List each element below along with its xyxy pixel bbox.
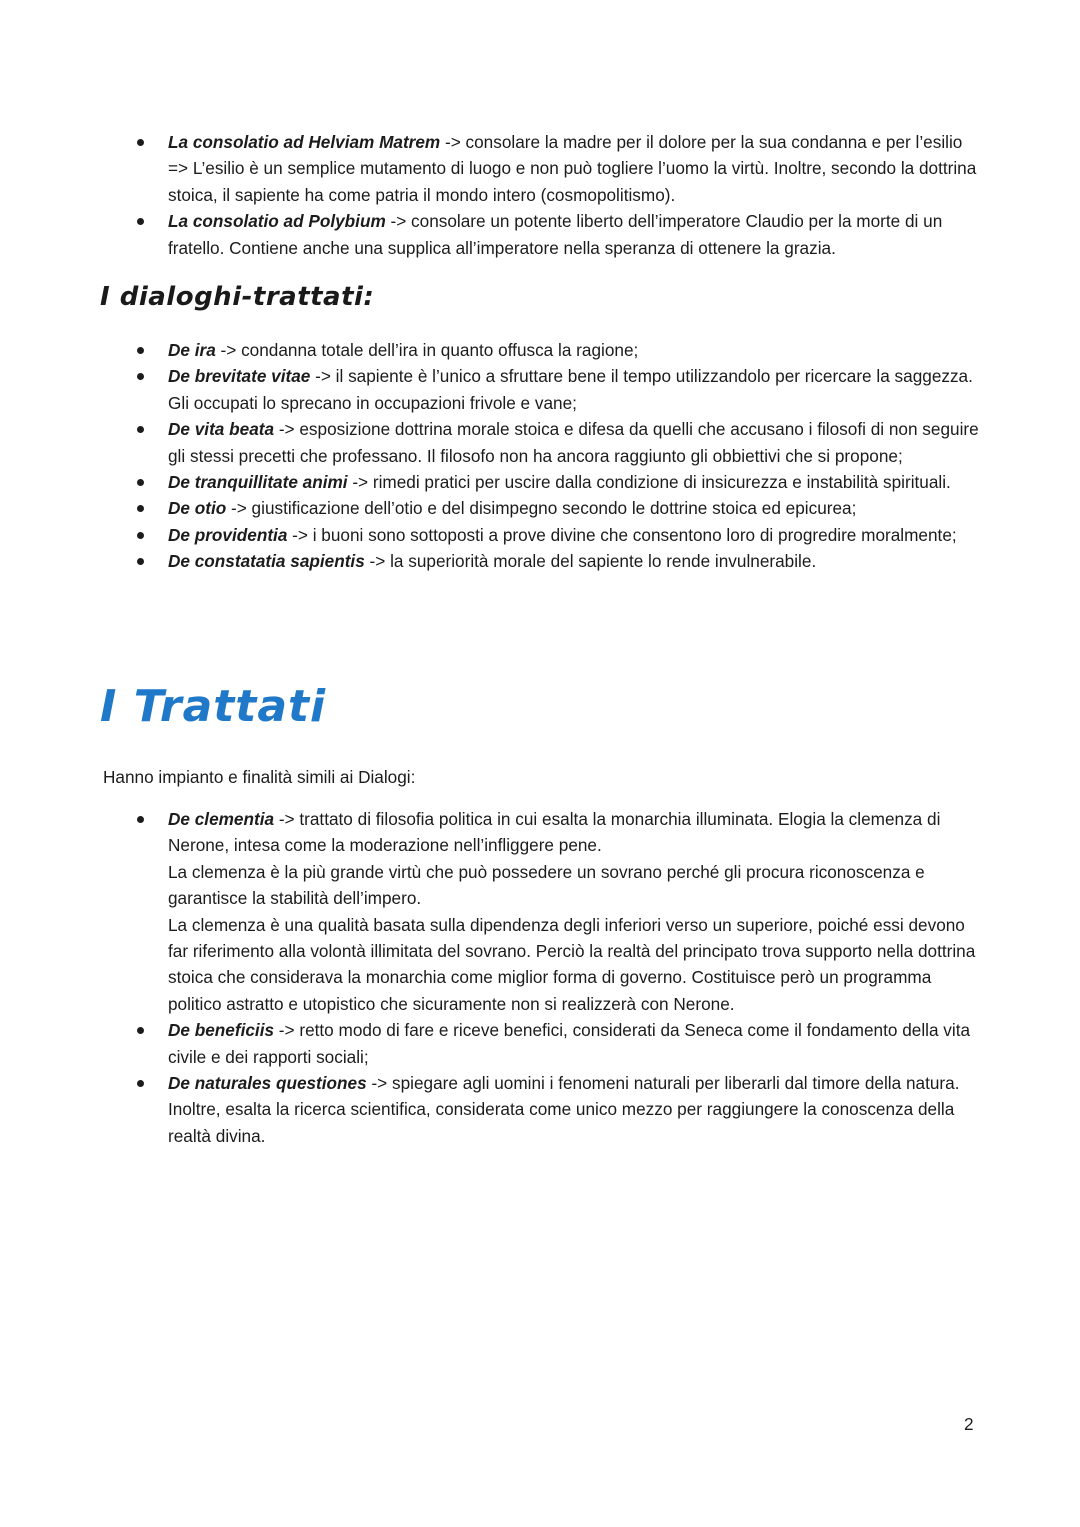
dialoghi-list: [0, 337, 1080, 575]
list-item: [0, 363, 1080, 416]
work-description: -> consolare un potente liberto dell’imperatore Claudio per la morte di un fratello. Contiene anche una supplica all’imperatore nella speranza di ottenere la grazia.: [168, 211, 943, 258]
work-title: De ira: [168, 340, 216, 360]
list-item: [0, 495, 1080, 521]
work-description: -> i buoni sono sottoposti a prove divine che consentono loro di progredire moralmente;: [287, 524, 957, 545]
list-item: [0, 337, 1080, 363]
list-item: [0, 1070, 1080, 1149]
list-item: [0, 208, 1080, 261]
bullet-icon: [137, 139, 144, 146]
bullet-icon: [137, 218, 144, 225]
trattati-intro: Hanno impianto e finalità simili ai Dialogi:: [103, 767, 416, 787]
work-description: -> condanna totale dell’ira in quanto offusca la ragione;: [215, 340, 639, 360]
bullet-icon: [137, 347, 144, 354]
work-description: -> giustificazione dell’otio e del disimpegno secondo le dottrine stoica ed epicurea;: [226, 498, 857, 519]
paragraph: La clemenza è la più grande virtù che può possedere un sovrano perché gli procura riconoscenza e garantisce la stabilità dell’impero.: [168, 861, 925, 909]
trattati-list: [0, 806, 1080, 1149]
page-number: 2: [964, 1414, 974, 1434]
list-item: [0, 129, 1080, 208]
work-title: De vita beata: [168, 419, 275, 440]
paragraph: La clemenza è una qualità basata sulla dipendenza degli inferiori verso un superiore, poiché essi devono far riferimento alla volontà illimitata del sovrano. Perciò la realtà del principato trova supporto nella dottrina stoica che considerava la monarchia come miglior forma di governo. Costituisce però un programma politico astratto e utopistico che sicuramente non si realizzerà con Nerone.: [168, 914, 976, 1014]
bullet-icon: [137, 426, 144, 433]
work-title: De tranquillitate animi: [168, 472, 348, 493]
bullet-icon: [137, 373, 144, 380]
work-title: De beneficiis: [168, 1020, 275, 1041]
list-item: [0, 548, 1080, 574]
list-item: [0, 416, 1080, 469]
work-title: De constatatia sapientis: [168, 551, 365, 572]
work-description: -> il sapiente è l’unico a sfruttare bene il tempo utilizzandolo per ricercare la saggezza. Gli occupati lo sprecano in occupazioni frivole e vane;: [168, 366, 973, 413]
list-item: [0, 806, 1080, 1017]
work-description: -> la superiorità morale del sapiente lo rende invulnerabile.: [364, 551, 817, 572]
work-title: De providentia: [168, 524, 288, 545]
work-title: De clementia: [168, 809, 275, 829]
section-heading-dialoghi: I dialoghi-trattati:: [100, 282, 375, 312]
bullet-icon: [137, 1027, 144, 1034]
work-title: De otio: [168, 498, 227, 519]
bullet-icon: [137, 479, 144, 486]
bullet-icon: [137, 816, 144, 823]
list-item: [0, 522, 1080, 548]
bullet-icon: [137, 558, 144, 565]
work-description: -> retto modo di fare e riceve benefici, considerati da Seneca come il fondamento della vita civile e dei rapporti sociali;: [168, 1020, 971, 1067]
work-title: De naturales questiones: [168, 1073, 367, 1094]
work-title: La consolatio ad Helviam Matrem: [168, 132, 441, 152]
work-description: -> consolare la madre per il dolore per la sua condanna e per l’esilio => L’esilio è un semplice mutamento di luogo e non può togliere l’uomo la virtù. Inoltre, secondo la dottrina stoica, il sapiente ha come patria il mondo intero (cosmopolitismo).: [168, 132, 977, 205]
bullet-icon: [137, 505, 144, 512]
work-description: -> esposizione dottrina morale stoica e difesa da quelli che accusano i filosofi di non seguire gli stessi precetti che professano. Il filosofo non ha ancora raggiunto gli obbiettivi che si propone;: [168, 419, 979, 466]
work-description: -> spiegare agli uomini i fenomeni naturali per liberarli dal timore della natura. Inoltre, esalta la ricerca scientifica, considerata come unico mezzo per raggiungere la conoscenza della realtà divina.: [168, 1073, 960, 1146]
bullet-icon: [137, 1080, 144, 1087]
section-heading-trattati: I Trattati: [100, 681, 327, 732]
work-title: De brevitate vitae: [168, 366, 311, 387]
list-item: [0, 469, 1080, 495]
bullet-icon: [137, 532, 144, 539]
work-title: La consolatio ad Polybium: [168, 211, 386, 232]
consolationes-list: [0, 129, 1080, 261]
work-description: -> trattato di filosofia politica in cui esalta la monarchia illuminata. Elogia la clemenza di Nerone, intesa come la moderazione nell’infliggere pene.: [168, 809, 941, 856]
work-description: -> rimedi pratici per uscire dalla condizione di insicurezza e instabilità spirituali.: [347, 472, 951, 493]
list-item: [0, 1017, 1080, 1070]
